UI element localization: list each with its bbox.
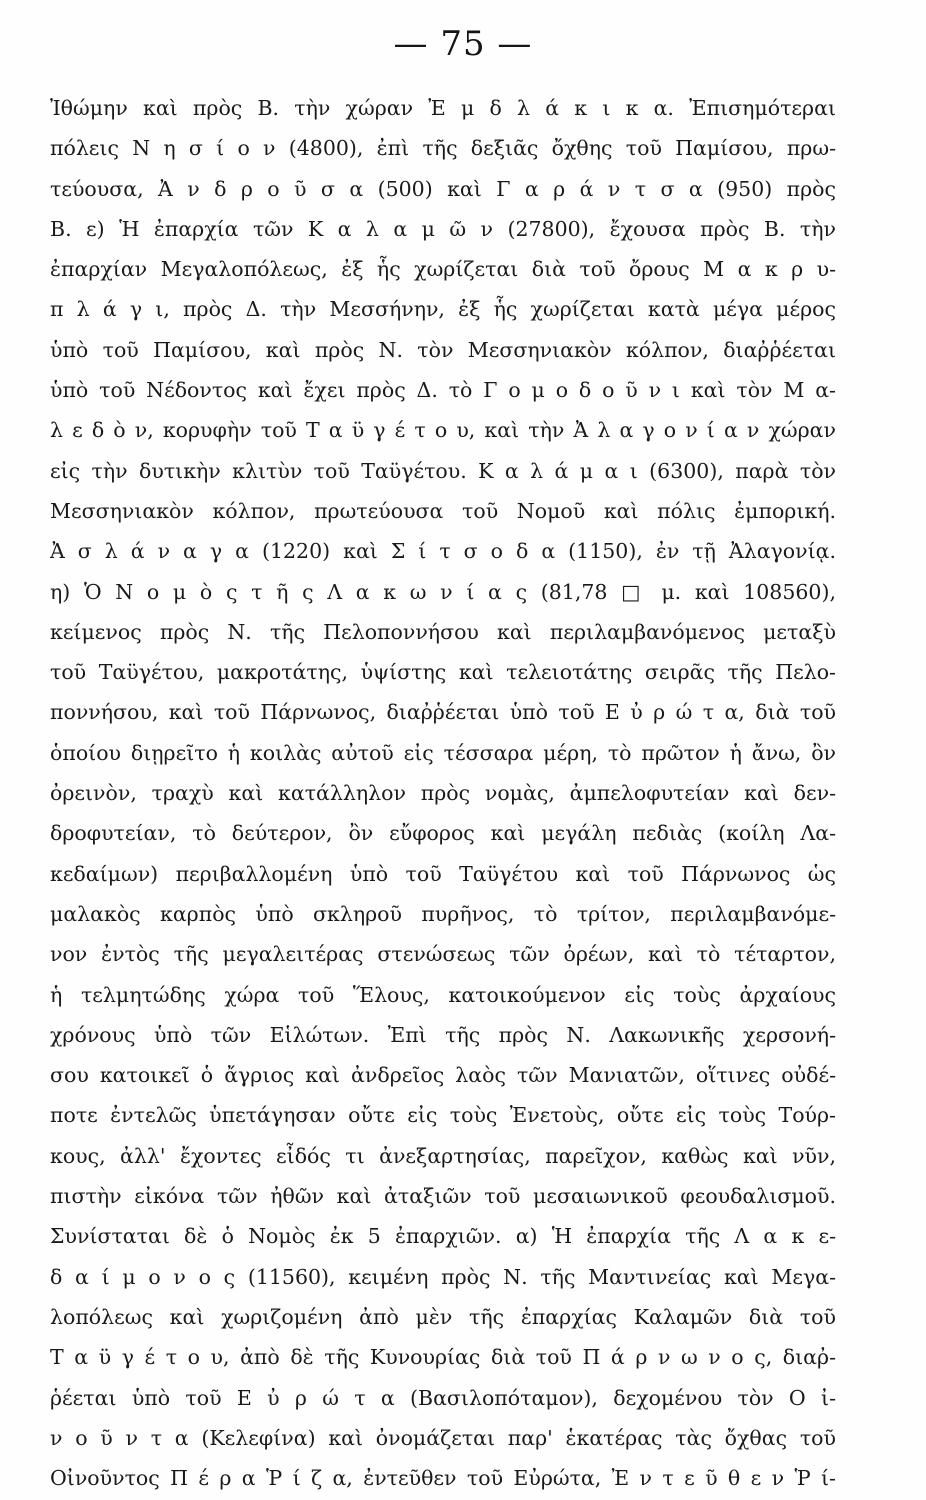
- text-line: εἰς τὴν δυτικὴν κλιτὺν τοῦ Ταϋγέτου. Κ α λ ά μ α ι (6300), παρὰ τὸν: [50, 458, 836, 483]
- text-line: χρόνους ὑπὸ τῶν Εἱλώτων. Ἐπὶ τῆς πρὸς Ν. Λακωνικῆς χερσονή-: [50, 1022, 836, 1047]
- text-line: νον ἐντὸς τῆς μεγαλειτέρας στενώσεως τῶν ὀρέων, καὶ τὸ τέταρτον,: [50, 942, 836, 967]
- text-line: δροφυτείαν, τὸ δεύτερον, ὂν εὔφορος καὶ μεγάλη πεδιὰς (κοίλη Λα-: [50, 821, 836, 846]
- text-line: πιστὴν εἰκόνα τῶν ἠθῶν καὶ ἀταξιῶν τοῦ μεσαιωνικοῦ φεουδαλισμοῦ.: [50, 1184, 836, 1209]
- text-line: ποννήσου, καὶ τοῦ Πάρνωνος, διαῤῥέεται ὑπὸ τοῦ Ε ὐ ρ ώ τ α, διὰ τοῦ: [50, 700, 836, 725]
- text-line: Τ α ϋ γ έ τ ο υ, ἀπὸ δὲ τῆς Κυνουρίας διὰ τοῦ Π ά ρ ν ω ν ο ς, διαῤ-: [50, 1345, 836, 1370]
- text-line: πόλεις Ν η σ ί ο ν (4800), ἐπὶ τῆς δεξιᾶς ὄχθης τοῦ Παμίσου, πρω-: [50, 136, 836, 161]
- text-line: κους, ἀλλ' ἔχοντες εἶδός τι ἀνεξαρτησίας, παρεῖχον, καθὼς καὶ νῦν,: [50, 1143, 836, 1168]
- text-line: Συνίσταται δὲ ὁ Νομὸς ἐκ 5 ἐπαρχιῶν. α) Ἡ ἐπαρχία τῆς Λ α κ ε-: [50, 1224, 836, 1249]
- text-line: μαλακὸς καρπὸς ὑπὸ σκληροῦ πυρῆνος, τὸ τρίτον, περιλαμβανόμε-: [50, 901, 836, 926]
- text-line: π λ ά γ ι, πρὸς Δ. τὴν Μεσσήνην, ἐξ ἧς χωρίζεται κατὰ μέγα μέρος: [50, 297, 836, 322]
- text-line: ῥέεται ὑπὸ τοῦ Ε ὐ ρ ώ τ α (Βασιλοπόταμον), δεχομένου τὸν Ο ἰ-: [50, 1385, 836, 1410]
- text-line: Ἰθώμην καὶ πρὸς Β. τὴν χώραν Ἐ μ δ λ ά κ ι κ α. Ἐπισημότεραι: [50, 96, 836, 120]
- text-line: κεδαίμων) περιβαλλομένη ὑπὸ τοῦ Ταϋγέτου καὶ τοῦ Πάρνωνος ὡς: [50, 861, 836, 886]
- text-line: ποτε ἐντελῶς ὑπετάγησαν οὔτε εἰς τοὺς Ἐνετοὺς, οὔτε εἰς τοὺς Τούρ-: [50, 1103, 836, 1128]
- text-line: Οἰνοῦντος Π έ ρ α Ῥ ί ζ α, ἐντεῦθεν τοῦ Εὐρώτα, Ἐ ν τ ε ῦ θ ε ν Ῥ ί-: [50, 1466, 836, 1491]
- text-line: η) Ὁ Ν ο μ ὸ ς τ ῆ ς Λ α κ ω ν ί α ς (81,78 □ μ. καὶ 108560),: [50, 579, 836, 604]
- text-line: ὑπὸ τοῦ Νέδοντος καὶ ἔχει πρὸς Δ. τὸ Γ ο μ ο δ ο ῦ ν ι καὶ τὸν Μ α-: [50, 378, 836, 403]
- text-line: ὁποίου διῃρεῖτο ἡ κοιλὰς αὐτοῦ εἰς τέσσαρα μέρη, τὸ πρῶτον ἡ ἄνω, ὂν: [50, 740, 836, 765]
- text-line: λ ε δ ὸ ν, κορυφὴν τοῦ Τ α ϋ γ έ τ ο υ, καὶ τὴν Ἀ λ α γ ο ν ί α ν χώραν: [50, 418, 836, 443]
- text-line: Ἀ σ λ ά ν α γ α (1220) καὶ Σ ί τ σ ο δ α (1150), ἐν τῇ Ἀλαγονίᾳ.: [50, 539, 836, 564]
- text-line: ν ο ῦ ν τ α (Κελεφίνα) καὶ ὀνομάζεται παρ' ἑκατέρας τὰς ὄχθας τοῦ: [50, 1425, 836, 1450]
- text-line: Β. ε) Ἡ ἐπαρχία τῶν Κ α λ α μ ῶ ν (27800), ἔχουσα πρὸς Β. τὴν: [50, 216, 836, 241]
- text-line: ἡ τελμητώδης χώρα τοῦ Ἕλους, κατοικούμενον εἰς τοὺς ἀρχαίους: [50, 982, 836, 1007]
- text-line: τοῦ Ταϋγέτου, μακροτάτης, ὑψίστης καὶ τελειοτάτης σειρᾶς τῆς Πελο-: [50, 660, 836, 685]
- text-line: σου κατοικεῖ ὁ ἄγριος καὶ ἀνδρεῖος λαὸς τῶν Μανιατῶν, οἵτινες οὐδέ-: [50, 1063, 836, 1088]
- text-line: ὑπὸ τοῦ Παμίσου, καὶ πρὸς Ν. τὸν Μεσσηνιακὸν κόλπον, διαῤῥέεται: [50, 337, 836, 362]
- text-line: δ α ί μ ο ν ο ς (11560), κειμένη πρὸς Ν. τῆς Μαντινείας καὶ Μεγα-: [50, 1264, 836, 1289]
- text-line: ὀρεινὸν, τραχὺ καὶ κατάλληλον πρὸς νομὰς, ἀμπελοφυτείαν καὶ δεν-: [50, 781, 836, 806]
- text-line: τεύουσα, Ἀ ν δ ρ ο ῦ σ α (500) καὶ Γ α ρ ά ν τ σ α (950) πρὸς: [50, 176, 836, 201]
- text-line: ἐπαρχίαν Μεγαλοπόλεως, ἐξ ἧς χωρίζεται διὰ τοῦ ὄρους Μ α κ ρ υ-: [50, 257, 836, 282]
- text-line: κείμενος πρὸς Ν. τῆς Πελοποννήσου καὶ περιλαμβανόμενος μεταξὺ: [50, 619, 836, 644]
- page-number: — 75 —: [393, 24, 533, 64]
- text-line: λοπόλεως καὶ χωριζομένη ἀπὸ μὲν τῆς ἐπαρχίας Καλαμῶν διὰ τοῦ: [50, 1304, 836, 1329]
- text-line: Μεσσηνιακὸν κόλπον, πρωτεύουσα τοῦ Νομοῦ καὶ πόλις ἐμπορική.: [50, 498, 836, 523]
- body-text: [50, 88, 836, 1498]
